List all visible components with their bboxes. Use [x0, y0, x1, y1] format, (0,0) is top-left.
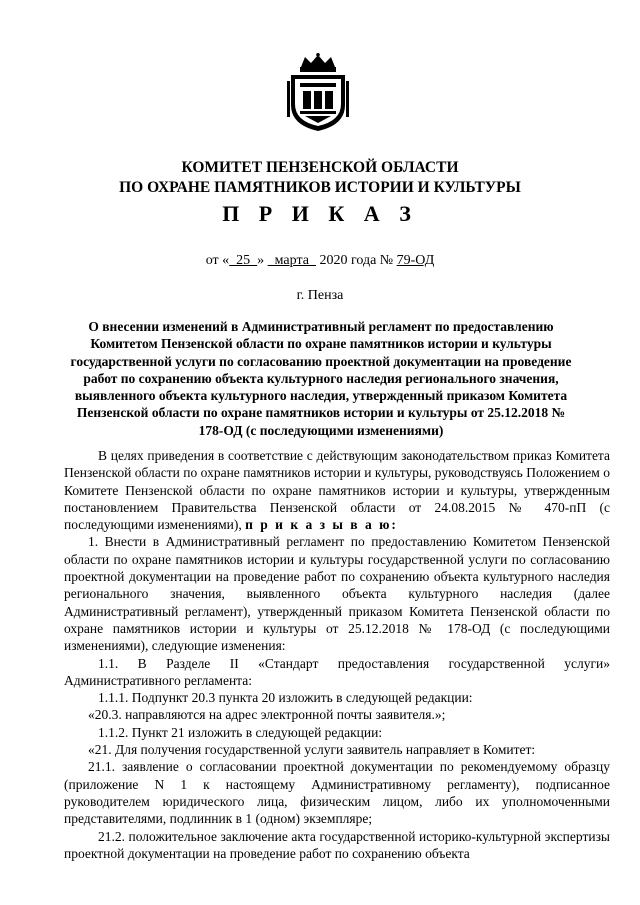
- date-line: [0, 252, 640, 270]
- quote-21: «21. Для получения государственной услуги заявитель направляет в Комитет:: [88, 742, 536, 758]
- quote-21-2: 21.2. положительное заключение акта государственной историко-культурной экспертизы проектной документации на проведение работ по сохранению объекта: [64, 828, 610, 861]
- date-prefix: от «: [205, 253, 230, 268]
- org-name-line2: ПО ОХРАНЕ ПАМЯТНИКОВ ИСТОРИИ И КУЛЬТУРЫ: [119, 179, 521, 196]
- order-number: 79-ОД: [396, 253, 435, 268]
- quote-21-1: 21.1. заявление о согласовании проектной документации по рекомендуемому образцу (приложение N 1 к настоящему Административному регламенту), подписанное руководителем юридического лица, физическим лицом, либо их уполномоченными представителями, подлинник в 1 (одном) экземпляре;: [64, 759, 610, 827]
- order-subject: О внесении изменений в Административный регламент по предоставлению Комитетом Пензенской области по охране памятников истории и культуры государственной услуги по согласованию проектной документации на проведение работ по сохранению объекта культурного наследия регионального значения, выявленного объекта культурного наследия, утвержденный приказом Комитета Пензенской области по охране памятников истории и культуры от 25.12.2018 № 178-ОД (с последующими изменениями): [70, 319, 572, 438]
- date-month: марта: [267, 253, 316, 268]
- city: г. Пенза: [296, 288, 344, 303]
- document-type-title: П Р И К А З: [222, 201, 418, 226]
- date-mid: »: [257, 253, 265, 268]
- date-day: 25: [229, 253, 258, 268]
- document-body: [64, 447, 610, 862]
- paragraph-1-1-1: 1.1.1. Подпункт 20.3 пункта 20 изложить в следующей редакции:: [98, 690, 473, 706]
- order-word: п р и к а з ы в а ю:: [245, 517, 398, 533]
- quote-20-3: «20.3. направляются на адрес электронной почты заявителя.»;: [88, 707, 446, 723]
- paragraph-1: 1. Внести в Административный регламент по предоставлению Комитетом Пензенской области по охране памятников истории и культуры государственной услуги по согласованию проектной документации на проведение работ по сохранению объекта культурного наследия регионального значения, выявленного объекта культурного наследия (далее Административный регламент), утвержденный приказом Комитета Пензенской области по охране памятников истории и культуры от 25.12.2018 № 178-ОД (с последующими изменениями), следующие изменения:: [64, 534, 610, 654]
- preamble-paragraph: [64, 447, 610, 533]
- date-year: 2020 года №: [319, 253, 394, 268]
- org-name-line1: КОМИТЕТ ПЕНЗЕНСКОЙ ОБЛАСТИ: [181, 159, 459, 176]
- coat-of-arms-icon: [283, 53, 353, 133]
- paragraph-1-1: 1.1. В Разделе II «Стандарт предоставления государственной услуги» Административного регламента:: [64, 655, 610, 688]
- preamble-text: В целях приведения в соответствие с действующим законодательством приказ Комитета Пензенской области по охране памятников истории и культуры, руководствуясь Положением о Комитете Пензенской области по охране памятников истории и культуры, утвержденным постановлением Правительства Пензенской области от 24.08.2015 № 470-пП (с последующими изменениями),: [64, 448, 610, 533]
- paragraph-1-1-2: 1.1.2. Пункт 21 изложить в следующей редакции:: [98, 724, 383, 740]
